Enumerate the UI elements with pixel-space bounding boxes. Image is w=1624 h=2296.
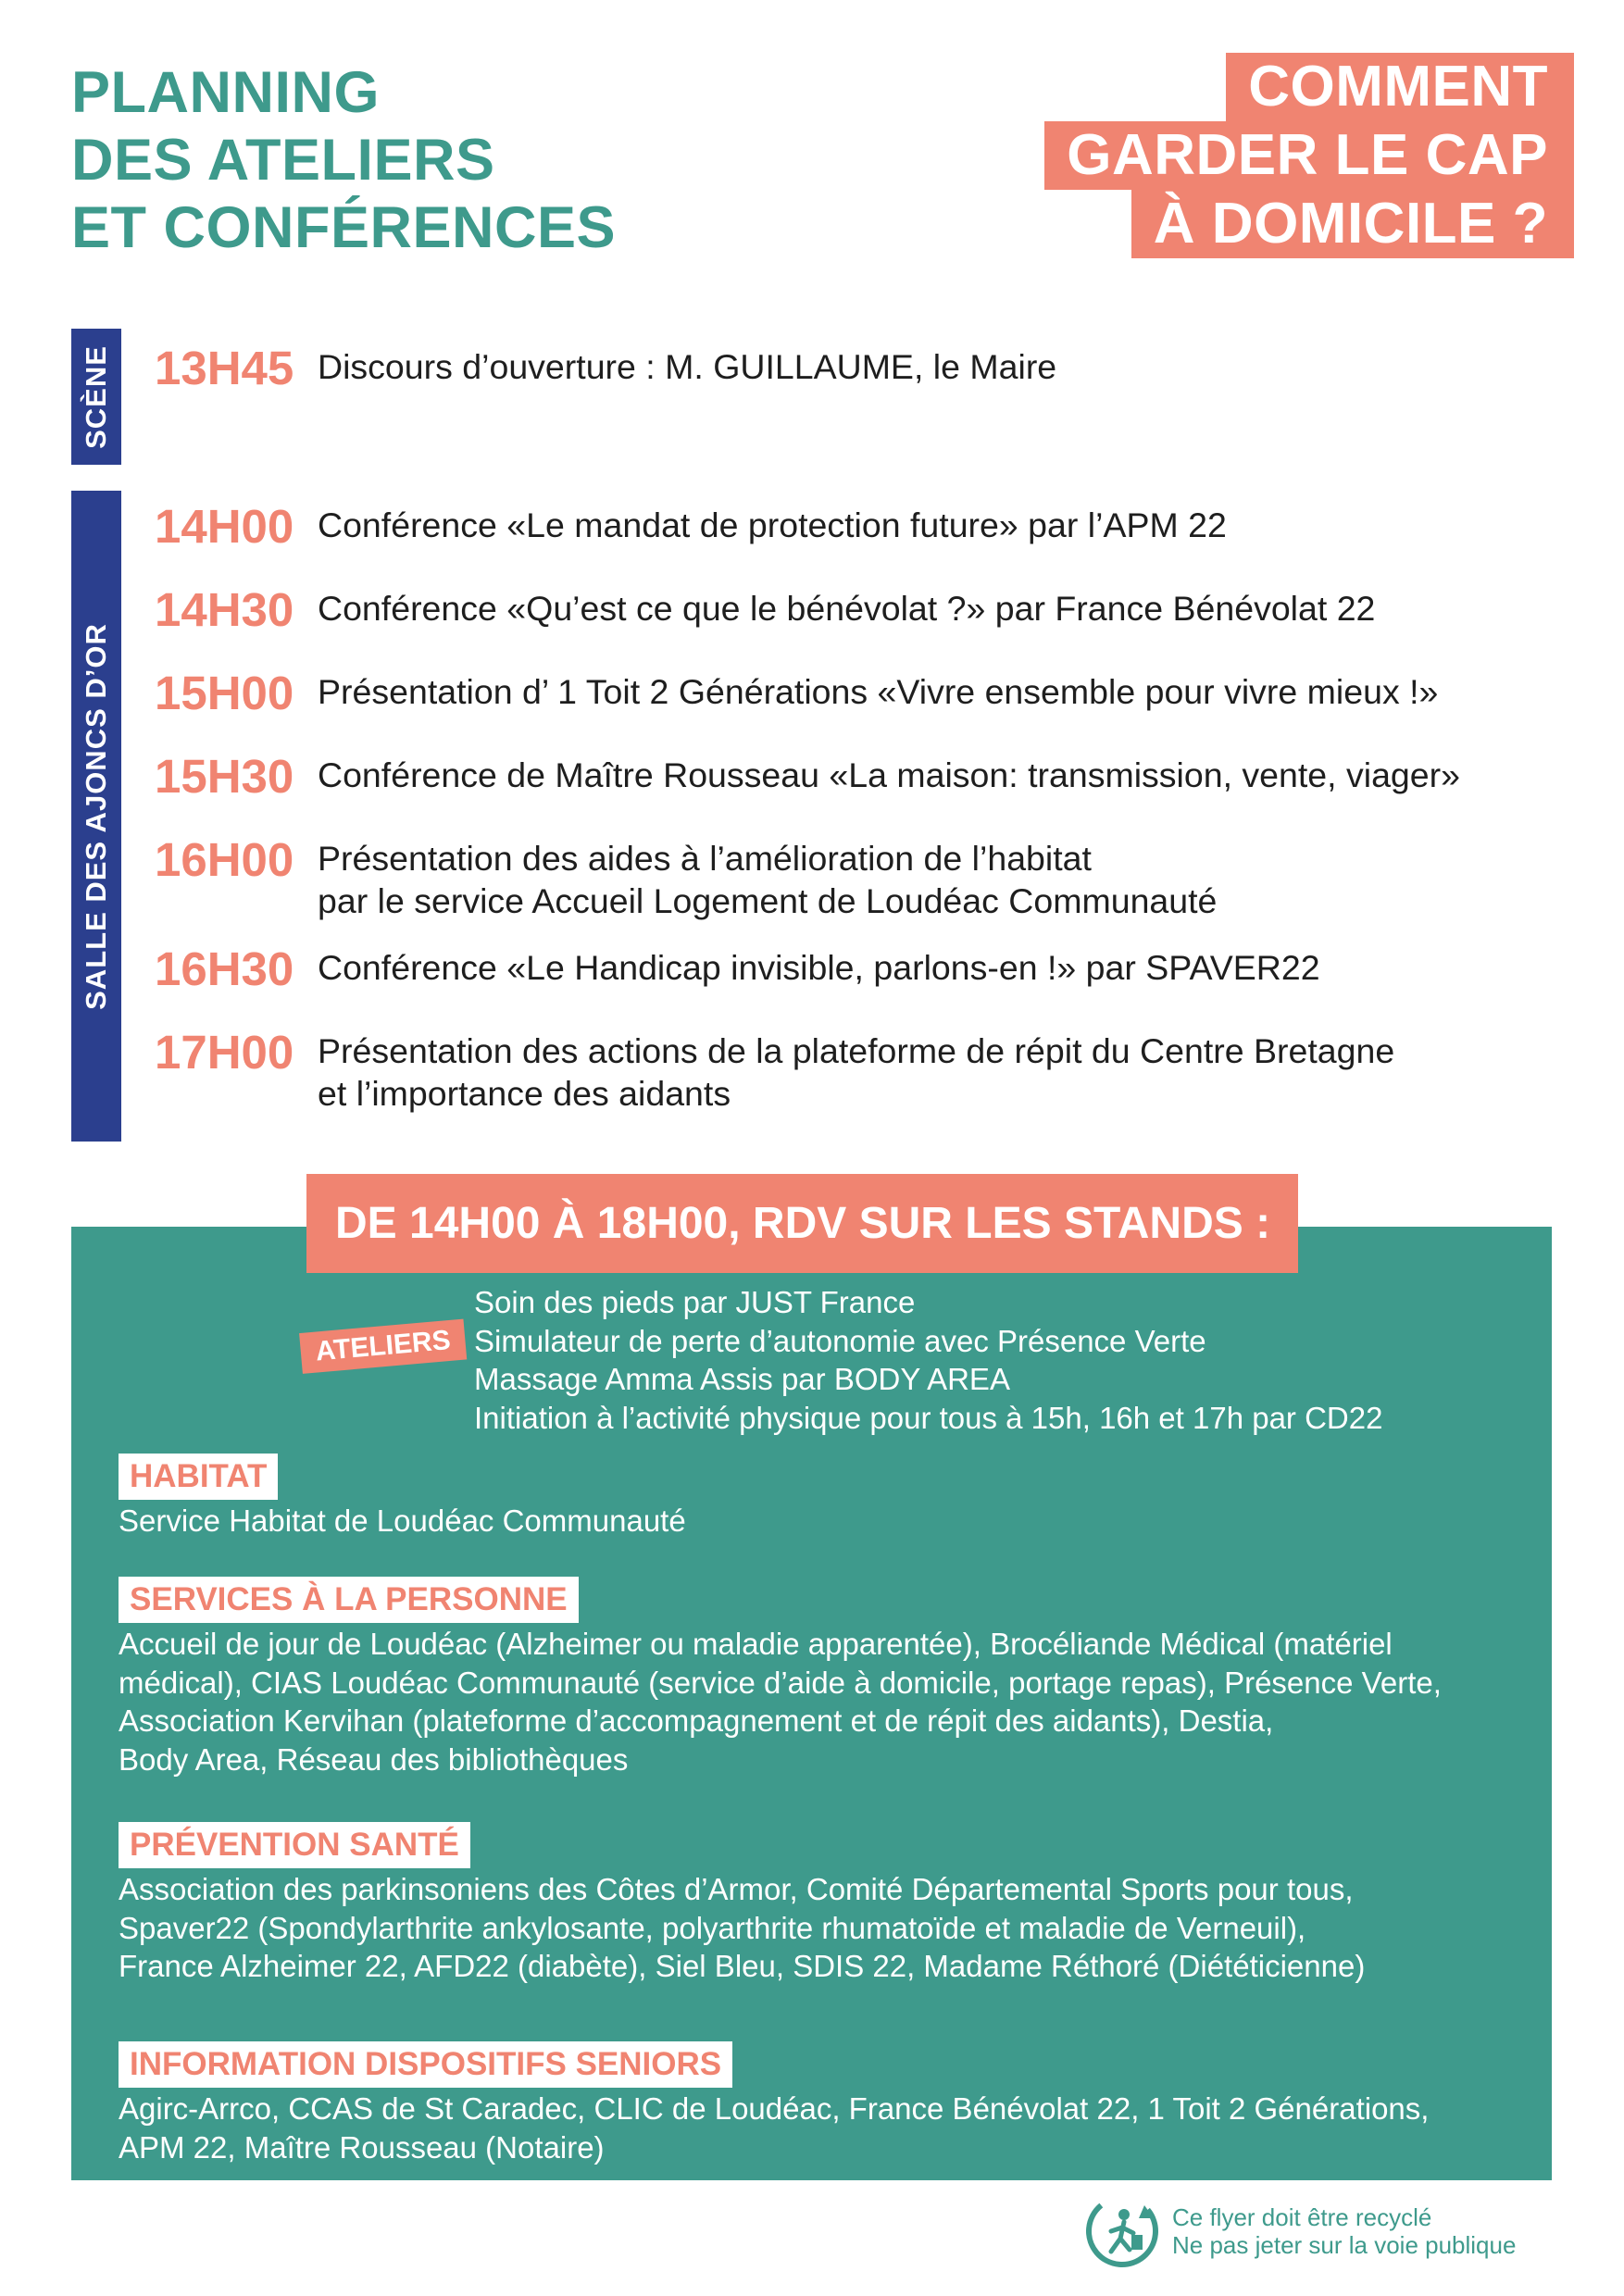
category-services (119, 1577, 1442, 1778)
schedule-row (155, 668, 1438, 718)
category-label: SERVICES À LA PERSONNE (119, 1577, 579, 1623)
location-label: SALLE DES AJONCS D’OR (80, 622, 112, 1010)
category-line: Association des parkinsoniens des Côtes d’Armor, Comité Départemental Sports pour tous, (119, 1872, 1354, 1906)
recycle-text (1172, 2203, 1516, 2259)
list-item: Soin des pieds par JUST France (474, 1285, 916, 1319)
category-label: INFORMATION DISPOSITIFS SENIORS (119, 2041, 732, 2088)
schedule-time: 14H00 (155, 500, 294, 553)
location-label: SCÈNE (80, 344, 112, 449)
badge-line: À DOMICILE ? (1131, 190, 1574, 258)
category-line: Agirc-Arrco, CCAS de St Caradec, CLIC de Loudéac, France Bénévolat 22, 1 Toit 2 Générations, (119, 2091, 1430, 2126)
schedule-line: et l’importance des aidants (318, 1074, 731, 1113)
schedule-time: 16H00 (155, 833, 294, 886)
stands-header: DE 14H00 À 18H00, RDV SUR LES STANDS : (306, 1174, 1298, 1273)
location-bar-scene (71, 329, 121, 465)
schedule-line: Conférence «Le Handicap invisible, parlons-en !» par SPAVER22 (318, 948, 1320, 987)
title-line: DES ATELIERS (71, 128, 495, 193)
category-line: Spaver22 (Spondylarthrite ankylosante, polyarthrite rhumatoïde et maladie de Verneuil), (119, 1910, 1306, 1945)
category-line: Service Habitat de Loudéac Communauté (119, 1504, 686, 1538)
schedule-time: 13H45 (155, 342, 294, 394)
list-item: Simulateur de perte d’autonomie avec Présence Verte (474, 1323, 1206, 1358)
category-information (119, 2041, 1429, 2166)
schedule-time: 14H30 (155, 583, 294, 636)
schedule-time: 16H30 (155, 942, 294, 995)
schedule-text (318, 585, 1375, 630)
schedule-text (318, 835, 1217, 922)
title-line: ET CONFÉRENCES (71, 195, 617, 260)
schedule-row (155, 502, 1227, 552)
list-item: Massage Amma Assis par BODY AREA (474, 1362, 1010, 1396)
category-line: Accueil de jour de Loudéac (Alzheimer ou maladie apparentée), Brocéliande Médical (matériel (119, 1627, 1393, 1661)
category-body (119, 1870, 1365, 1986)
recycle-line: Ce flyer doit être recyclé (1172, 2203, 1432, 2231)
category-line: médical), CIAS Loudéac Communauté (service d’aide à domicile, portage repas), Présence Verte, (119, 1665, 1442, 1700)
schedule-text (318, 944, 1320, 989)
schedule-row (155, 752, 1460, 802)
recycle-notice (1083, 2192, 1516, 2270)
headline-badge (1044, 53, 1574, 258)
recycle-line: Ne pas jeter sur la voie publique (1172, 2231, 1517, 2259)
category-habitat (119, 1454, 686, 1541)
schedule-text (318, 502, 1227, 546)
ateliers-list (474, 1283, 1382, 1437)
category-line: Association Kervihan (plateforme d’accompagnement et de répit des aidants), Destia, (119, 1703, 1274, 1738)
schedule-line: Conférence de Maître Rousseau «La maison: transmission, vente, viager» (318, 755, 1460, 794)
schedule-line: Discours d’ouverture : M. GUILLAUME, le Maire (318, 347, 1057, 386)
schedule-row (155, 944, 1320, 994)
schedule-line: Conférence «Le mandat de protection future» par l’APM 22 (318, 505, 1227, 544)
schedule-row (155, 585, 1375, 635)
category-prevention (119, 1822, 1365, 1986)
category-label: PRÉVENTION SANTÉ (119, 1822, 470, 1868)
location-bar-salle (71, 491, 121, 1142)
schedule-line: par le service Accueil Logement de Loudéac Communauté (318, 881, 1218, 920)
recycle-person-icon (1083, 2192, 1161, 2270)
page-title (71, 59, 616, 262)
schedule-text (318, 752, 1460, 796)
schedule-time: 17H00 (155, 1026, 294, 1079)
title-line: PLANNING (71, 60, 380, 125)
category-line: APM 22, Maître Rousseau (Notaire) (119, 2129, 605, 2165)
schedule-line: Présentation des actions de la plateforme de répit du Centre Bretagne (318, 1031, 1395, 1070)
schedule-line: Conférence «Qu’est ce que le bénévolat ?» par France Bénévolat 22 (318, 589, 1376, 628)
category-body (119, 1625, 1442, 1778)
schedule-line: Présentation des aides à l’amélioration de l’habitat (318, 839, 1092, 878)
schedule-row (155, 343, 1056, 393)
badge-line: GARDER LE CAP (1044, 121, 1574, 190)
schedule-row (155, 1028, 1394, 1115)
badge-line: COMMENT (1226, 53, 1574, 121)
category-line: France Alzheimer 22, AFD22 (diabète), Siel Bleu, SDIS 22, Madame Réthoré (Diététicienne) (119, 1949, 1366, 1983)
category-label: HABITAT (119, 1454, 278, 1500)
category-body (119, 1502, 686, 1541)
schedule-text (318, 1028, 1394, 1115)
ateliers-tag: ATELIERS (299, 1319, 467, 1374)
schedule-line: Présentation d’ 1 Toit 2 Générations «Vivre ensemble pour vivre mieux !» (318, 672, 1439, 711)
list-item: Initiation à l’activité physique pour tous à 15h, 16h et 17h par CD22 (474, 1400, 1383, 1435)
schedule-text (318, 668, 1438, 713)
schedule-time: 15H30 (155, 750, 294, 803)
category-line: Body Area, Réseau des bibliothèques (119, 1741, 629, 1777)
schedule-time: 15H00 (155, 667, 294, 719)
schedule-row (155, 835, 1217, 922)
category-body (119, 2090, 1429, 2166)
schedule-text (318, 343, 1056, 388)
